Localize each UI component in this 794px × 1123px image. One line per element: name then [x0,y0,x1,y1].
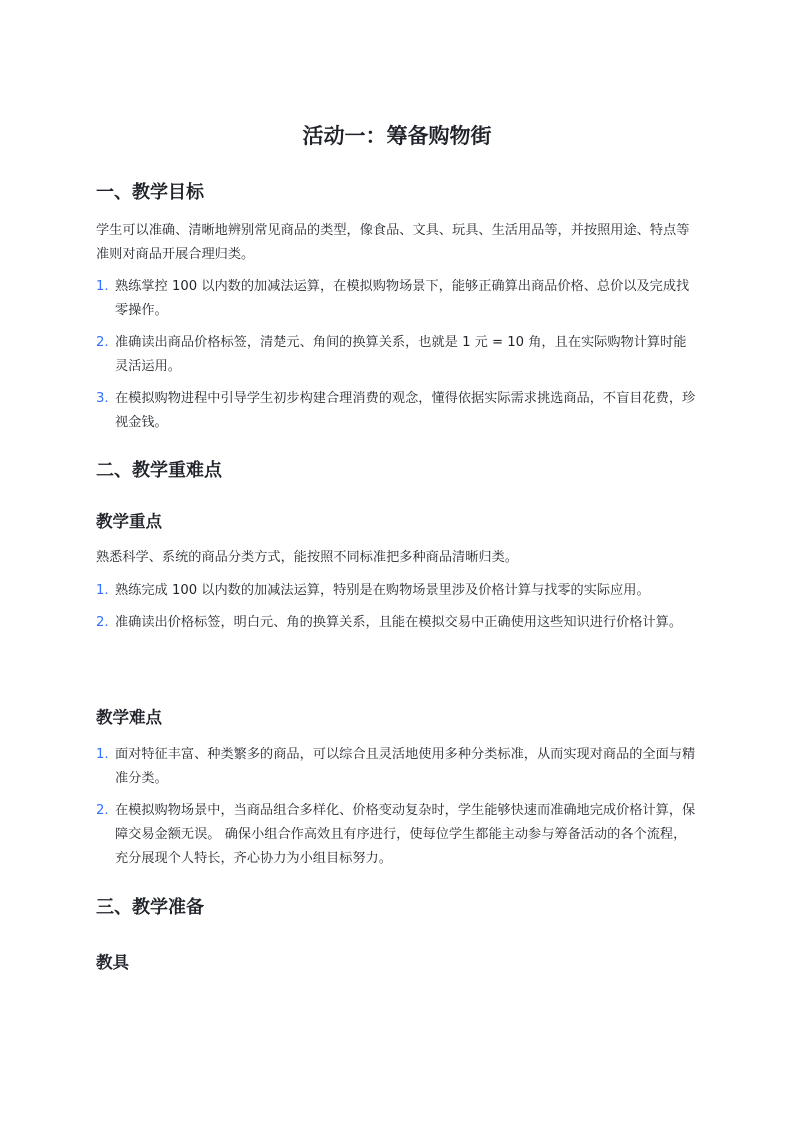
list-number: 2. [96,803,109,818]
list-number: 1. [96,279,109,294]
heading-teaching-goals: 一、教学目标 [96,182,204,203]
heading-difficult-points: 教学难点 [96,708,162,727]
heading-teaching-preparation: 三、教学准备 [96,897,204,918]
goals-list [96,275,698,443]
heading-teaching-tools: 教具 [96,953,129,972]
list-item [96,799,698,871]
list-number: 1. [96,747,109,762]
list-item-text: 准确读出价格标签，明白元、角的换算关系，且能在模拟交易中正确使用这些知识进行价格计算。 [115,615,683,630]
list-number: 3. [96,391,109,406]
list-item [96,275,698,323]
list-item [96,743,698,791]
key-points-intro-paragraph: 熟悉科学、系统的商品分类方式，能按照不同标准把多种商品清晰归类。 [96,550,518,565]
page-title: 活动一：筹备购物街 [302,124,492,148]
list-item [96,387,698,435]
heading-key-difficult-points: 二、教学重难点 [96,460,222,481]
list-item-text: 面对特征丰富、种类繁多的商品，可以综合且灵活地使用多种分类标准，从而实现对商品的全面与精准分类。 [115,747,696,786]
list-item-text: 在模拟购物场景中，当商品组合多样化、价格变动复杂时，学生能够快速而准确地完成价格计算，保障交易金额无误。 确保小组合作高效且有序进行，使每位学生都能主动参与筹备活动的各个流程，充分展现个人特长，齐心协力为小组目标努力。 [115,803,696,866]
list-item [96,579,698,603]
list-number: 2. [96,615,109,630]
list-number: 2. [96,335,109,350]
list-item-text: 在模拟购物进程中引导学生初步构建合理消费的观念，懂得依据实际需求挑选商品，不盲目花费，珍视金钱。 [115,391,696,430]
list-item-text: 准确读出商品价格标签，清楚元、角间的换算关系，也就是 1 元 = 10 角，且在实际购物计算时能灵活运用。 [115,335,687,374]
heading-key-points: 教学重点 [96,512,162,531]
list-item [96,331,698,379]
list-item [96,611,698,635]
goals-intro-paragraph: 学生可以准确、清晰地辨别常见商品的类型，像食品、文具、玩具、生活用品等，并按照用途、特点等准则对商品开展合理归类。 [96,223,690,262]
list-number: 1. [96,583,109,598]
list-item-text: 熟练完成 100 以内数的加减法运算，特别是在购物场景里涉及价格计算与找零的实际应用。 [115,583,650,598]
difficult-points-list [96,743,698,879]
list-item-text: 熟练掌控 100 以内数的加减法运算，在模拟购物场景下，能够正确算出商品价格、总价以及完成找零操作。 [115,279,690,318]
key-points-list [96,579,698,643]
